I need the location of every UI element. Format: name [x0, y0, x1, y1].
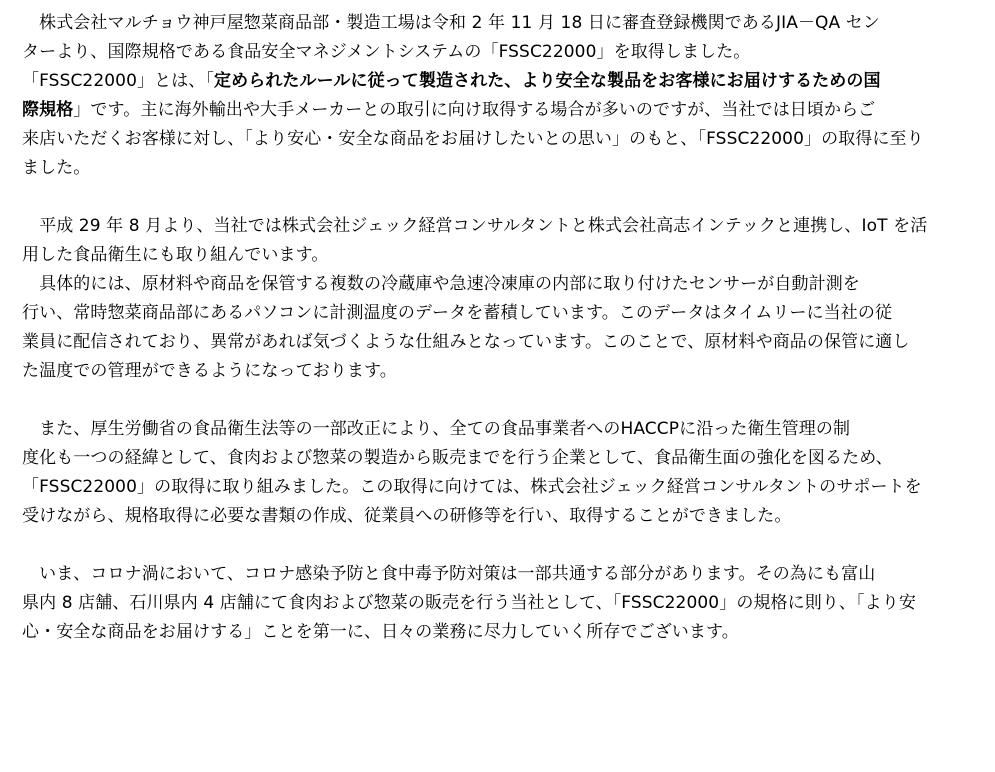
paragraph-haccp [22, 415, 975, 531]
text-line: ました。 [22, 158, 91, 178]
text-line: 株式会社マルチョウ神戸屋惣菜商品部・製造工場は令和 2 年 11 月 18 日に審査登録機関であるJIA－QA セン [22, 13, 880, 33]
text-segment: 」です。主に海外輸出や大手メーカーとの取引に向け取得する場合が多いのですが、当社では日頃からご [73, 100, 876, 120]
text-segment: 「FSSC22000」とは、「 [22, 71, 215, 91]
text-line [22, 96, 975, 125]
text-line: 具体的には、原材料や商品を保管する複数の冷蔵庫や急速冷凍庫の内部に取り付けたセンサーが自動計測を [22, 274, 860, 294]
text-line: ターより、国際規格である食品安全マネジメントシステムの「FSSC22000」を取得しました。 [22, 42, 751, 62]
paragraph-fssc-definition [22, 67, 975, 183]
text-line: 心・安全な商品をお届けする」ことを第一に、日々の業務に尽力していく所存でございます。 [22, 622, 739, 642]
paragraph-gap [22, 531, 975, 560]
paragraph-gap [22, 386, 975, 415]
paragraph-iot-intro [22, 212, 975, 270]
text-line: 平成 29 年 8 月より、当社では株式会社ジェック経営コンサルタントと株式会社高志インテックと連携し、IoT を活 [22, 216, 928, 236]
text-line: いま、コロナ渦において、コロナ感染予防と食中毒予防対策は一部共通する部分があります。その為にも富山 [22, 564, 876, 584]
text-line: 度化も一つの経緯として、食肉および惣菜の製造から販売までを行う企業として、食品衛生面の強化を図るため、 [22, 448, 893, 468]
paragraph-fssc-acquisition [22, 9, 975, 67]
text-line: 「FSSC22000」の取得に取り組みました。この取得に向けては、株式会社ジェック経営コンサルタントのサポートを [22, 477, 922, 497]
text-line [22, 67, 975, 96]
bold-text-segment: 際規格 [22, 100, 74, 120]
text-line: 来店いただくお客様に対し、「より安心・安全な商品をお届けしたいとの思い」のもと、「FSSC22000」の取得に至り [22, 129, 924, 149]
text-line: 業員に配信されており、異常があれば気づくような仕組みとなっています。このことで、原材料や商品の保管に適し [22, 332, 910, 352]
paragraph-iot-details [22, 270, 975, 386]
text-line: 用した食品衛生にも取り組んでいます。 [22, 245, 329, 265]
bold-text-segment: 定められたルールに従って製造された、より安全な製品をお客様にお届けするための国 [214, 71, 881, 91]
text-line: また、厚生労働省の食品衛生法等の一部改正により、全ての食品事業者へのHACCPに沿った衛生管理の制 [22, 419, 851, 439]
text-line: 受けながら、規格取得に必要な書類の作成、従業員への研修等を行い、取得することができました。 [22, 506, 792, 526]
paragraph-corona [22, 560, 975, 647]
text-line: 行い、常時惣菜商品部にあるパソコンに計測温度のデータを蓄積しています。このデータはタイムリーに当社の従 [22, 303, 893, 323]
text-line: た温度での管理ができるようになっております。 [22, 361, 397, 381]
paragraph-gap [22, 183, 975, 212]
text-line: 県内 8 店舗、石川県内 4 店舗にて食肉および惣菜の販売を行う当社として、「FSSC22000」の規格に則り、「より安 [22, 593, 916, 613]
